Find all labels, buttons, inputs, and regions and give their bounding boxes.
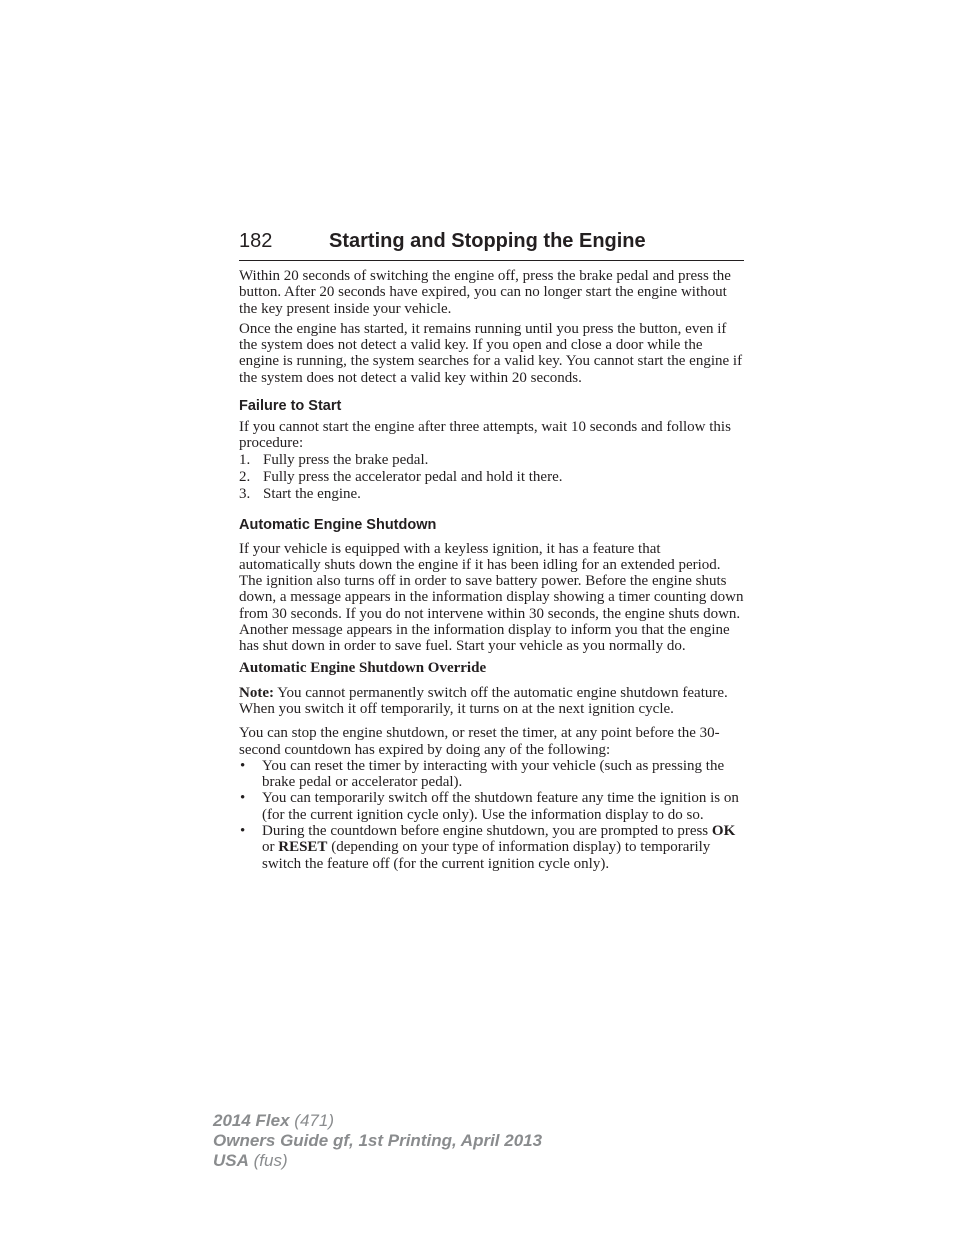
step-number: 3. (239, 486, 251, 503)
bullet-text-part: During the countdown before engine shutdown, you are prompted to press (262, 823, 709, 840)
list-item (239, 486, 745, 502)
step-number: 2. (239, 468, 251, 485)
note-paragraph (239, 685, 745, 718)
step-text: Fully press the brake pedal. (263, 451, 429, 468)
reset-keyword: RESET (278, 839, 328, 856)
intro-paragraph-1: Within 20 seconds of switching the engine off, press the brake pedal and press the button. After 20 seconds have expired, you can no longer start the engine without the key present inside your vehicle. (239, 268, 731, 317)
footer-printing: Owners Guide gf, 1st Printing, April 2013 (213, 1131, 543, 1150)
step-text: Start the engine. (263, 486, 361, 503)
footer-line-market (213, 1151, 542, 1171)
list-item (239, 823, 745, 872)
step-text: Fully press the accelerator pedal and hold it there. (263, 468, 563, 485)
list-item (239, 452, 745, 468)
automatic-shutdown-text: If your vehicle is equipped with a keyless ignition, it has a feature that automatically shuts down the engine if it has been idling for an extended period. The ignition also turns off in order to save battery power. Before the engine shuts down, a message appears in the information display showing a timer counting down from 30 seconds. If you do not intervene within 30 seconds, the engine shuts down. Another message appears in the information display to inform you that the engine has shut down in order to save fuel. Start your vehicle as you normally do. (239, 540, 744, 655)
bullet-text (262, 823, 735, 872)
bullet-text: You can temporarily switch off the shutdown feature any time the ignition is on (for the current ignition cycle only). Use the information display to do so. (262, 790, 739, 823)
or-word: or (262, 839, 275, 856)
bullet-text: You can reset the timer by interacting with your vehicle (such as pressing the brake pedal or accelerator pedal). (262, 757, 725, 791)
shutdown-override-heading: Automatic Engine Shutdown Override (239, 659, 487, 676)
page-number: 182 (239, 230, 273, 252)
ok-keyword: OK (711, 823, 736, 840)
bullet-icon: • (240, 823, 246, 840)
list-item (239, 758, 745, 791)
list-item (239, 469, 745, 485)
footer-model: 2014 Flex (213, 1111, 290, 1130)
page-content (239, 268, 745, 876)
page-header (239, 227, 744, 261)
bullet-icon: • (240, 757, 246, 774)
intro-paragraph-2: Once the engine has started, it remains running until you press the button, even if the system does not detect a valid key. If you open and close a door while the engine is running, the system searches for a valid key. You cannot start the engine if the system does not detect a valid key within 20 seconds. (239, 320, 743, 386)
print-footer (213, 1111, 542, 1171)
footer-model-code: (471) (294, 1111, 334, 1130)
bullet-icon: • (240, 790, 246, 807)
failure-to-start-heading: Failure to Start (239, 398, 342, 415)
bullet-text-part: (depending on your type of information display) to temporarily switch the feature off (for the current ignition cycle only). (262, 839, 711, 872)
override-options-list (239, 758, 745, 872)
chapter-title: Starting and Stopping the Engine (329, 230, 646, 252)
note-text: You cannot permanently switch off the automatic engine shutdown feature. When you switch it off temporarily, it turns on at the next ignition cycle. (239, 684, 728, 717)
list-item (239, 790, 745, 823)
step-number: 1. (239, 451, 251, 468)
procedure-steps (239, 452, 745, 503)
override-instructions: You can stop the engine shutdown, or reset the timer, at any point before the 30-second countdown has expired by doing any of the following: (239, 725, 720, 758)
footer-market-code: (fus) (253, 1151, 288, 1170)
automatic-shutdown-heading: Automatic Engine Shutdown (239, 516, 437, 533)
note-label: Note: (239, 684, 274, 701)
footer-market: USA (213, 1151, 249, 1170)
failure-to-start-text: If you cannot start the engine after three attempts, wait 10 seconds and follow this procedure: (239, 419, 731, 452)
footer-line-model (213, 1111, 542, 1131)
